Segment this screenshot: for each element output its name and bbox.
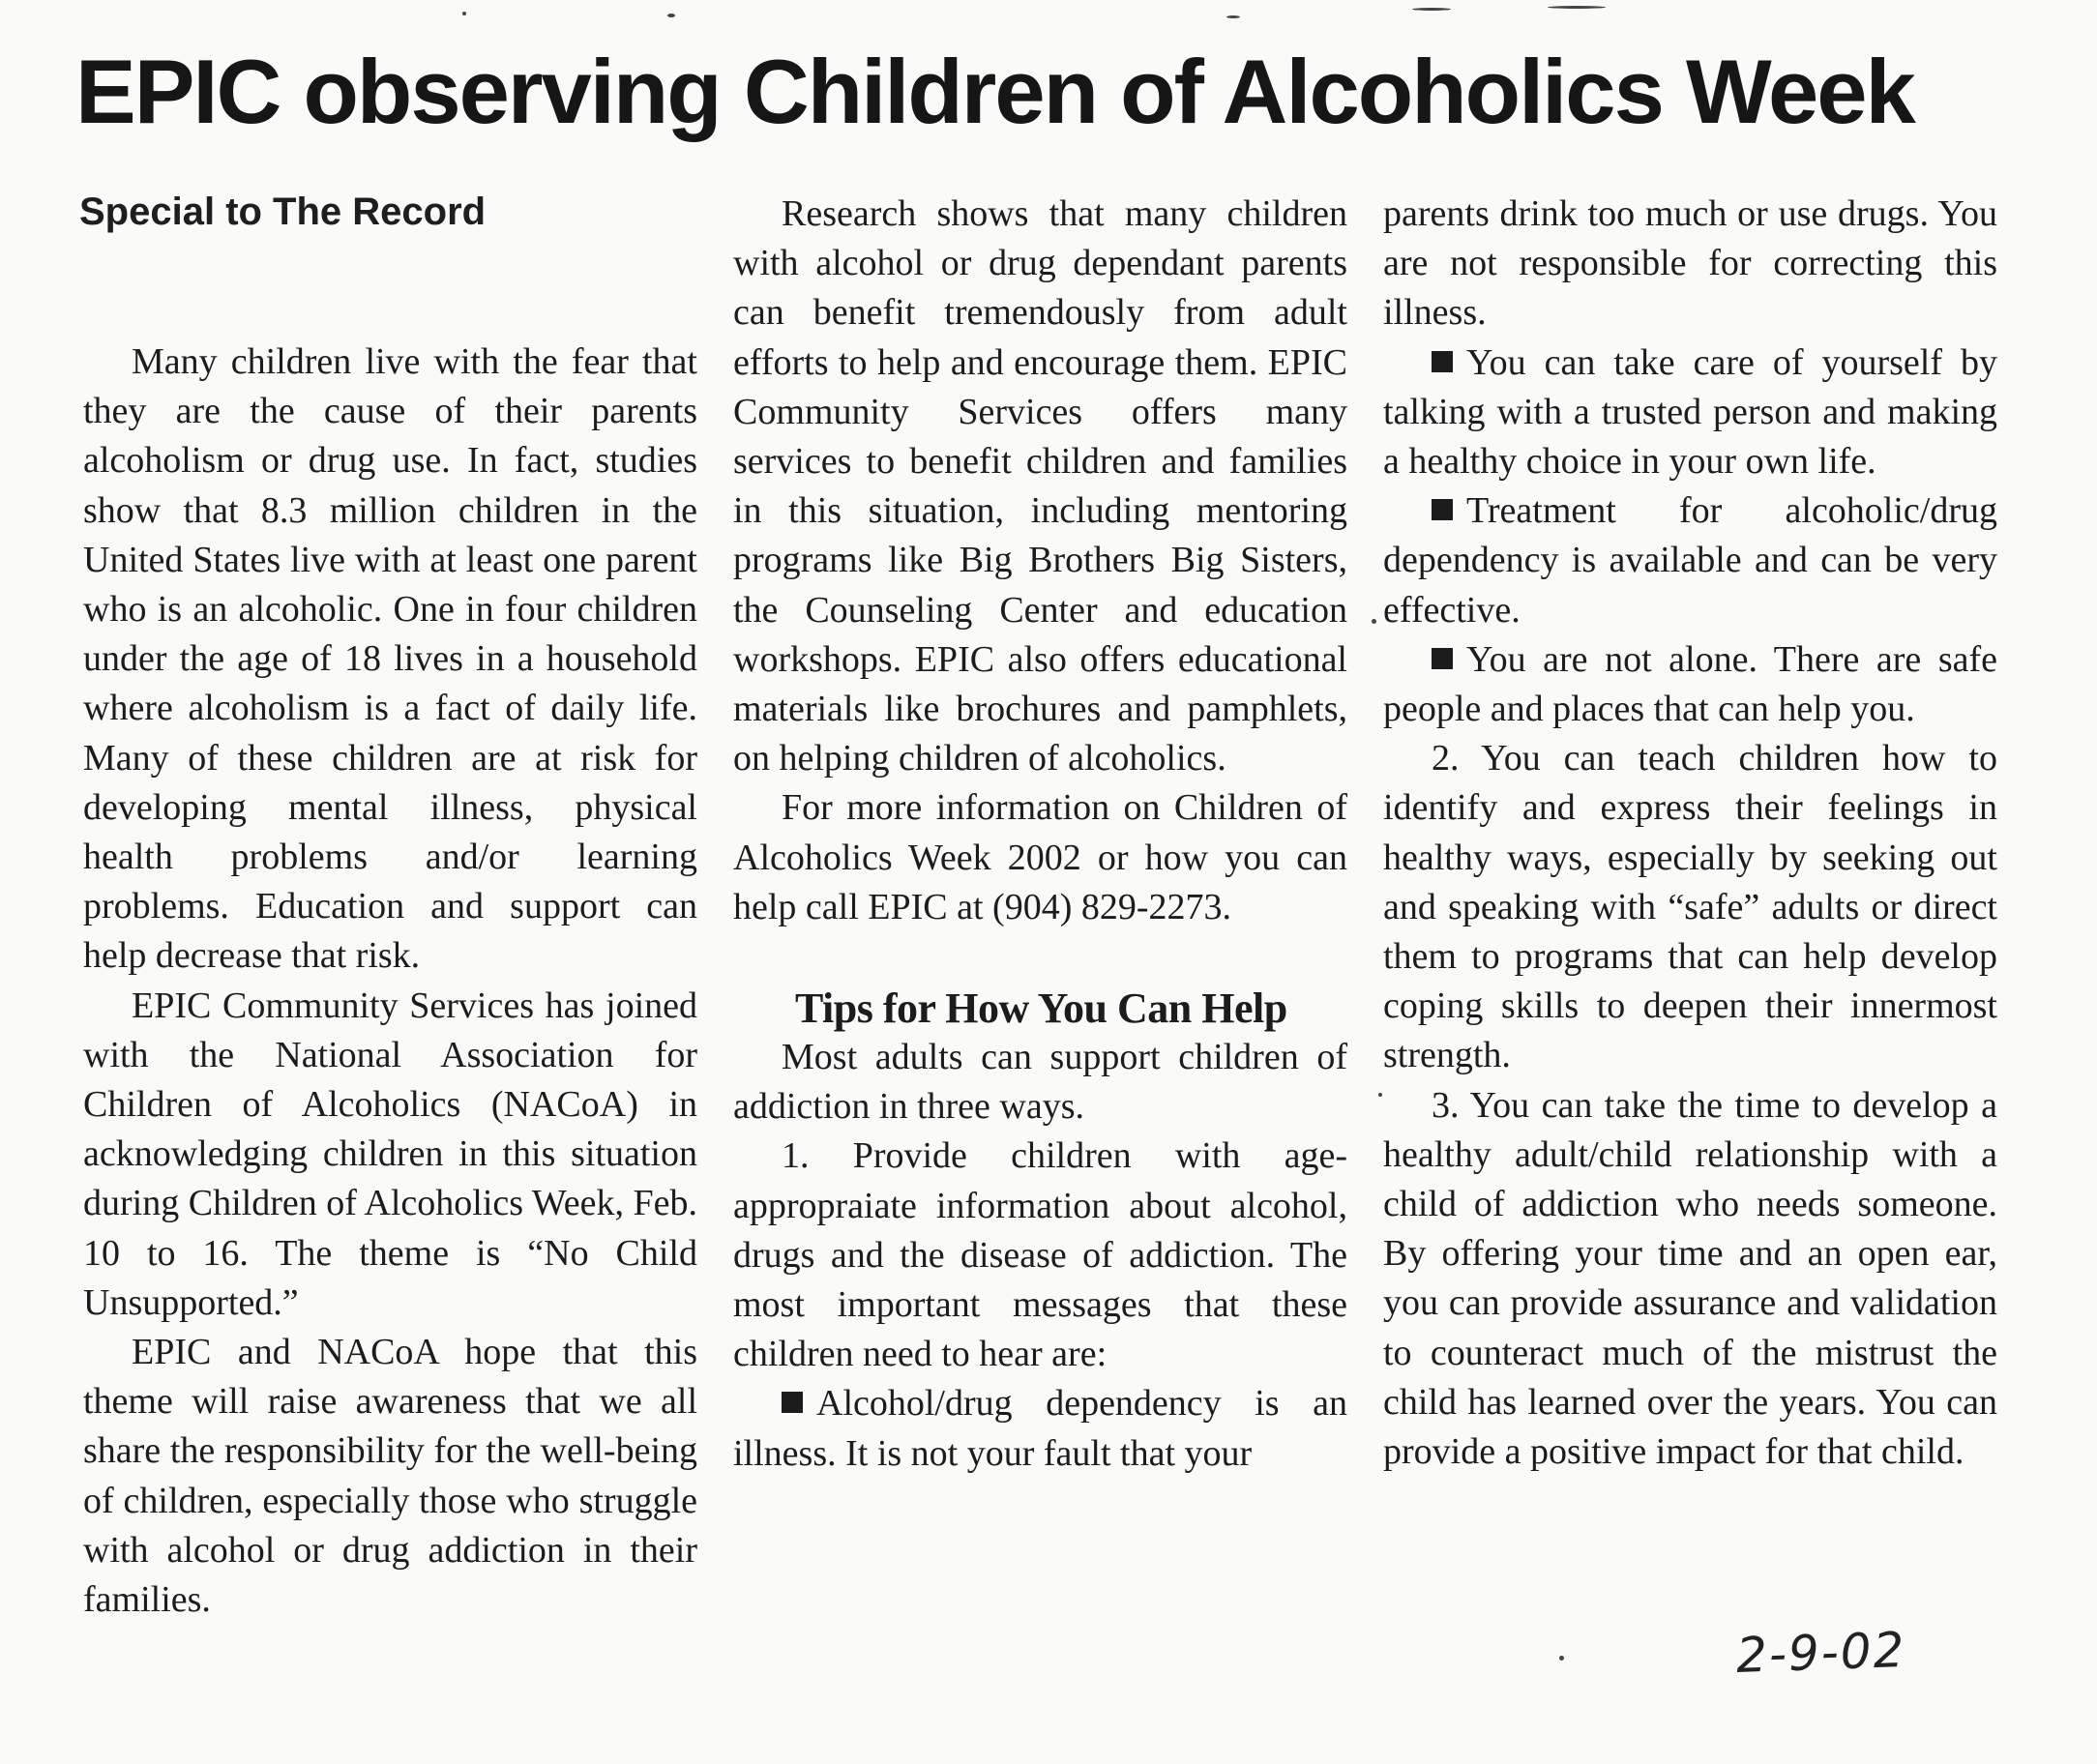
paragraph: Most adults can support children of addiction in three ways.	[733, 1037, 1347, 1128]
scan-speck	[1412, 8, 1451, 11]
paragraph: parents drink too much or use drugs. You are not responsible for correcting this illness.	[1383, 193, 1997, 334]
paragraph: EPIC and NACoA hope that this theme will raise awareness that we all share the responsibility for the well-being of children, especially those who struggle with alcohol or drug addiction in their families.	[83, 1332, 697, 1621]
scan-speck	[1378, 1093, 1382, 1097]
bullet-text: Treatment for alcoholic/drug dependency is available and can be very effective.	[1383, 490, 1997, 631]
headline: EPIC observing Children of Alcoholics Week	[75, 41, 1914, 142]
bullet-text: You can take care of yourself by talking with a trusted person and making a healthy choice in your own life.	[1383, 341, 1997, 483]
article-column-1	[83, 338, 697, 1625]
article-column-2	[733, 190, 1347, 1479]
bullet-square-icon	[1432, 499, 1453, 520]
paragraph: 1. Provide children with age-appropraiate information about alcohol, drugs and the disease of addiction. The most important messages that these children need to hear are:	[733, 1135, 1347, 1375]
bullet-text: You are not alone. There are safe people and places that can help you.	[1383, 638, 1997, 730]
handwritten-date: 2-9-02	[1735, 1621, 1907, 1685]
paragraph: For more information on Children of Alcoholics Week 2002 or how you can help call EPIC at (904) 829-2273.	[733, 787, 1347, 927]
scan-speck	[1559, 1656, 1564, 1661]
article-column-3	[1383, 190, 1997, 1477]
scan-speck	[462, 12, 466, 15]
paragraph: 3. You can take the time to develop a healthy adult/child relationship with a child of addiction who needs someone. By offering your time and an open ear, you can provide assurance and validation to counteract much of the mistrust the child has learned over the years. You can provide a positive impact for that child.	[1383, 1084, 1997, 1473]
paragraph: Many children live with the fear that they are the cause of their parents alcoholism or drug use. In fact, studies show that 8.3 million children in the United States live with at least one parent who is an alcoholic. One in four children under the age of 18 lives in a household where alcoholism is a fact of daily life. Many of these children are at risk for developing mental illness, physical health problems and/or learning problems. Education and support can help decrease that risk.	[83, 341, 697, 977]
paragraph: EPIC Community Services has joined with the National Association for Children of Alcoholics (NACoA) in acknowledging children in this situation during Children of Alcoholics Week, Feb. 10 to 16. The theme is “No Child Unsupported.”	[83, 985, 697, 1323]
bullet-item	[1383, 486, 1997, 635]
paragraph: Research shows that many children with alcohol or drug dependant parents can benefit tremendously from adult efforts to help and encourage them. EPIC Community Services offers many services to benefit children and families in this situation, including mentoring programs like Big Brothers Big Sisters, the Counseling Center and education workshops. EPIC also offers educational materials like brochures and pamphlets, on helping children of alcoholics.	[733, 193, 1347, 779]
spacer	[733, 932, 1347, 984]
scan-speck	[1226, 15, 1240, 18]
subheading: Tips for How You Can Help	[795, 985, 1287, 1033]
scan-speck	[1548, 6, 1606, 9]
bullet-item	[1383, 338, 1997, 487]
scan-speck	[1372, 619, 1376, 624]
bullet-square-icon	[1432, 648, 1453, 669]
byline: Special to The Record	[79, 191, 487, 233]
bullet-square-icon	[1432, 351, 1453, 372]
scan-speck	[667, 14, 675, 17]
paragraph: 2. You can teach children how to identify and express their feelings in healthy ways, especially by seeking out and speaking with “safe” adults or direct them to programs that can help develop coping skills to deepen their innermost strength.	[1383, 738, 1997, 1076]
bullet-item	[1383, 635, 1997, 734]
bullet-text: Alcohol/drug dependency is an illness. It is not your fault that your	[733, 1383, 1347, 1474]
bullet-square-icon	[782, 1392, 803, 1413]
bullet-item	[733, 1379, 1347, 1478]
